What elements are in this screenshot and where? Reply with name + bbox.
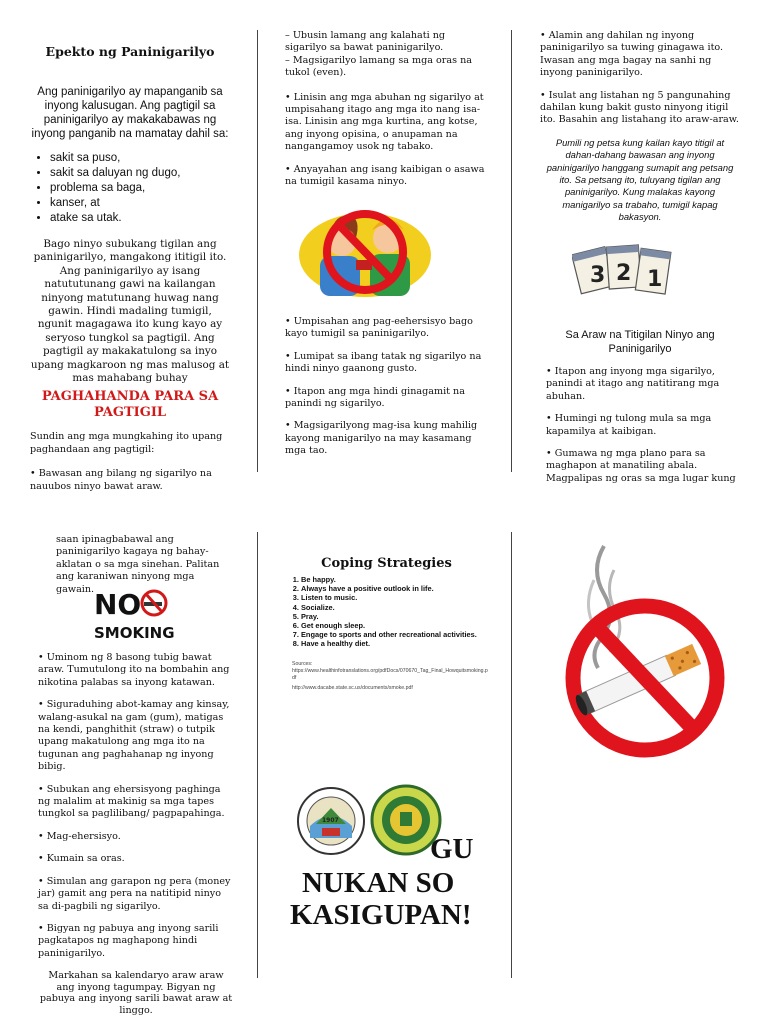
column-4-lower bbox=[38, 652, 234, 1016]
list-item: 7. Engage to sports and other recreational activities. bbox=[301, 630, 489, 639]
list-item: • Bigyan ng pabuya ang inyong sarili pagkatapos ng maghapong hindi paninigarilyo. bbox=[38, 922, 219, 959]
list-item: 1. Be happy. bbox=[301, 575, 489, 584]
closing-note: Markahan sa kalendaryo araw araw ang inyong tagumpay. Bigyan ng pabuya ang inyong sarili bawat araw at linggo. bbox=[39, 970, 233, 1016]
sign-no-text: NO bbox=[94, 588, 142, 621]
section-heading: Sa Araw na Titigilan Ninyo ang Paninigarilyo bbox=[565, 329, 715, 355]
list-item: • Itapon ang mga hindi ginagamit na panindi ng sigarilyo. bbox=[285, 385, 465, 410]
calendar-countdown-illustration bbox=[572, 236, 672, 300]
list-item: 8. Have a healthy diet. bbox=[301, 639, 489, 648]
calendar-number: 3 bbox=[590, 263, 606, 288]
list-item: 2. Always have a positive outlook in life. bbox=[301, 584, 489, 593]
no-smoking-sign bbox=[90, 584, 174, 644]
list-item: • Bawasan ang bilang ng sigarilyo na nauubos ninyo bawat araw. bbox=[30, 468, 212, 492]
gu-text: GU bbox=[430, 833, 474, 865]
column-1 bbox=[30, 44, 230, 493]
municipal-seal bbox=[296, 786, 366, 856]
column-divider bbox=[511, 532, 512, 978]
list-item: • Magsigarilyong mag-isa kung mahilig kayong manigarilyo na may kasamang mga tao. bbox=[285, 420, 478, 457]
coping-list bbox=[284, 575, 489, 649]
dash-item: – Magsigarilyo lamang sa mga oras na tukol (even). bbox=[285, 54, 472, 79]
sign-smoking-text: SMOKING bbox=[94, 624, 174, 642]
no-smoking-symbol-svg bbox=[560, 540, 730, 766]
list-item: • Alamin ang dahilan ng inyong paninigarilyo sa tuwing ginagawa ito. Iwasan ang mga bagay na sanhi ng inyong paninigarilyo. bbox=[540, 30, 724, 79]
closing-title-line: NUKAN SO bbox=[302, 867, 455, 899]
list-item: • Anyayahan ang isang kaibigan o asawa na tumigil kasama ninyo. bbox=[285, 163, 485, 188]
column-divider bbox=[257, 30, 258, 472]
coping-strategies bbox=[284, 556, 489, 692]
list-item: • Linisin ang mga abuhan ng sigarilyo at umpisahang itago ang mga ito nang isa-isa. Linisin ang mga kurtina, ang kotse, ang inyong opisina, o anupaman na nangangamoy usok ng tabako. bbox=[285, 91, 484, 153]
page-title: Epekto ng Paninigarilyo bbox=[45, 44, 215, 59]
coping-title: Coping Strategies bbox=[321, 556, 452, 571]
calendar-svg bbox=[572, 236, 672, 300]
list-item: • Subukan ang ehersisyong paghinga ng malalim at makinig sa mga tapes tungkol sa paglilibang/ pagpapahinga. bbox=[38, 783, 225, 820]
prep-intro: Sundin ang mga mungkahing ito upang paghandaan ang pagtigil: bbox=[30, 431, 223, 455]
dash-item: – Ubusin lamang ang kalahati ng sigarilyo sa bawat paninigarilyo. bbox=[285, 30, 446, 54]
no-smoking-sign-svg bbox=[90, 584, 174, 644]
list-item: • Itapon ang inyong mga sigarilyo, panindi at itago ang natitirang mga abuhan. bbox=[546, 366, 720, 402]
municipal-seal-svg bbox=[296, 786, 366, 856]
list-item: • atake sa utak. bbox=[50, 211, 230, 226]
list-item: • Isulat ang listahan ng 5 pangunahing dahilan kung bakit gusto ninyong itigil ito. Basahin ang listahang ito araw-araw. bbox=[540, 89, 739, 126]
column-2-lower bbox=[285, 316, 487, 468]
section-heading: PAGHAHANDA PARA SA PAGTIGIL bbox=[41, 389, 219, 421]
list-item: • Lumipat sa ibang tatak ng sigarilyo na hindi ninyo gaanong gusto. bbox=[285, 350, 482, 375]
list-item: • Uminom ng 8 basong tubig bawat araw. Tumutulong ito na bombahin ang nikotina palabas sa inyong katawan. bbox=[38, 652, 230, 688]
no-smoking-symbol bbox=[560, 540, 730, 766]
list-item: • kanser, at bbox=[50, 196, 230, 211]
risk-list bbox=[30, 151, 230, 226]
source-link[interactable]: https://www.healthinfotranslations.org/pdfDocs/070670_Tag_Final_Howquitsmoking.pdf bbox=[292, 667, 488, 681]
list-item: • Mag-ehersisyo. bbox=[38, 830, 121, 842]
column-3-lower bbox=[540, 328, 740, 495]
list-item: • Gumawa ng mga plano para sa maghapon at manatiling abala. Magpalipas ng oras sa mga lugar kung bbox=[546, 448, 736, 484]
list-item: • Umpisahan ang pag-eehersisyo bago kayo tumigil sa paninigarilyo. bbox=[285, 316, 473, 340]
column-divider bbox=[511, 30, 512, 472]
seal-year: 1907 bbox=[322, 817, 339, 824]
list-item: • sakit sa daluyan ng dugo, bbox=[50, 166, 230, 181]
column-3 bbox=[540, 30, 740, 224]
couple-no-smoking-illustration bbox=[290, 200, 440, 300]
list-item: 3. Listen to music. bbox=[301, 593, 489, 602]
list-item: • problema sa baga, bbox=[50, 181, 230, 196]
calendar-number: 2 bbox=[616, 261, 632, 286]
continued-text: saan ipinagbabawal ang paninigarilyo kagaya ng bahay-aklatan o sa mga sinehan. Palitan ang karaniwan ninyong mga gawain. bbox=[56, 534, 220, 595]
list-item: 6. Get enough sleep. bbox=[301, 621, 489, 630]
list-item: • sakit sa puso, bbox=[50, 151, 230, 166]
list-item: • Kumain sa oras. bbox=[38, 853, 125, 865]
list-item: • Humingi ng tulong mula sa mga kapamilya at kaibigan. bbox=[546, 413, 712, 437]
list-item: • Siguraduhing abot-kamay ang kinsay, walang-asukal na gam (gum), matigas na kendi, panghithit (straw) o tutpik upang makatulong ang mga ito na tugunan ang paghahanap ng inyong bibig. bbox=[38, 699, 230, 773]
source-link[interactable]: http://www.dacabe.state.sc.us/documents/smoke.pdf bbox=[292, 684, 413, 691]
column-2 bbox=[285, 30, 487, 198]
intro-paragraph: Ang paninigarilyo ay mapanganib sa inyong kalusugan. Ang pagtigil sa paninigarilyo ay makakabawas ng inyong panganib na mamatay dahil sa: bbox=[31, 86, 229, 140]
sources-label: Sources: bbox=[292, 660, 313, 667]
column-divider bbox=[257, 532, 258, 978]
body-paragraph: Bago ninyo subukang tigilan ang paninigarilyo, mangakong ititigil ito. Ang paninigarilyo ay isang natututunang gawi na kailangan ninyong matutunang huwag nang gawin. Hindi madaling tumigil, ngunit magagawa ito kung kayo ay seryoso tungkol sa pagtigil. Ang pagtigil ay makakatulong sa inyo upang magkaroon ng mas malusog at mas mahabang buhay bbox=[30, 238, 230, 385]
quit-date-note: Pumili ng petsa kung kailan kayo titigil at dahan-dahang bawasan ang inyong paninigarilyo hanggang sumapit ang petsang ito. Sa petsang ito, tuluyang tigilan ang paninigarilyo. Kung malakas kayong manigarilyo sa trabaho, tumigil kapag bakasyon. bbox=[546, 136, 734, 223]
couple-illustration-svg bbox=[290, 200, 440, 300]
list-item: • Simulan ang garapon ng pera (money jar) gamit ang pera na natitipid ninyo sa di-pagbili ng sigarilyo. bbox=[38, 875, 231, 912]
list-item: 5. Pray. bbox=[301, 612, 489, 621]
sources-block bbox=[284, 661, 489, 692]
closing-title-line: KASIGUPAN! bbox=[290, 899, 472, 931]
calendar-number: 1 bbox=[647, 267, 663, 292]
list-item: 4. Socialize. bbox=[301, 603, 489, 612]
